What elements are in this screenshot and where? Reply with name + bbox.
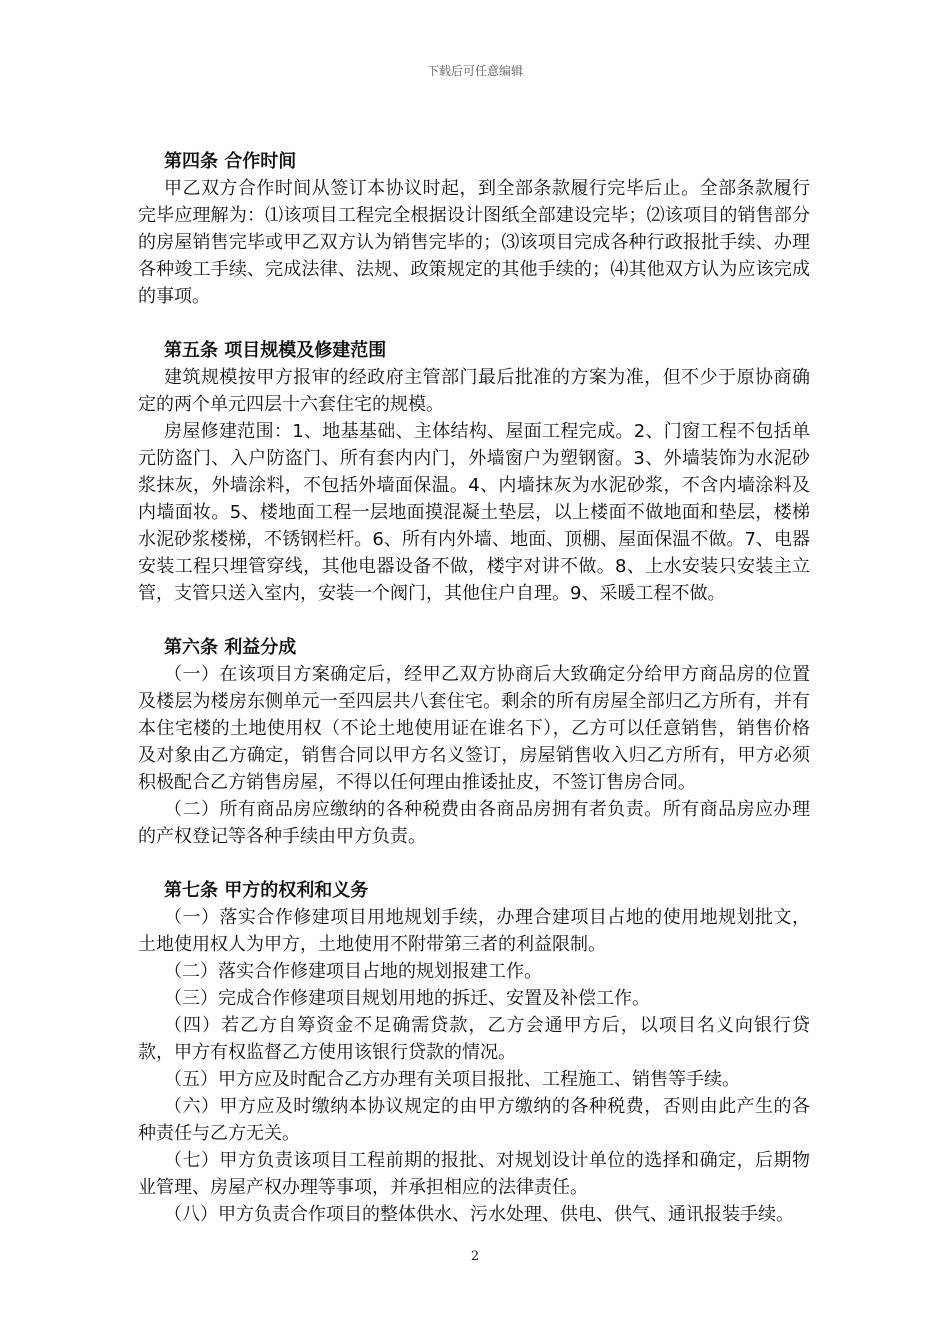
section-article-6 <box>138 634 810 850</box>
paragraph: （八）甲方负责合作项目的整体供水、污水处理、供电、供气、通讯报装手续。 <box>164 1204 794 1225</box>
paragraph: 房屋修建范围：1、地基基础、主体结构、屋面工程完成。2、门窗工程不包括单元防盗门、入户防盗门、所有套内内门，外墙窗户为塑钢窗。3、外墙装饰为水泥砂浆抹灰，外墙涂料，不包括外墙面保温。4、内墙抹灰为水泥砂浆，不含内墙涂料及内墙面妆。5、楼地面工程一层地面摸混凝土垫层，以上楼面不做地面和垫层，楼梯水泥砂浆楼梯，不锈钢栏杆。6、所有内外墙、地面、顶棚、屋面保温不做。7、电器安装工程只埋管穿线，其他电器设备不做，楼宇对讲不做。8、上水安装只安装主立管，支管只送入室内，安装一个阀门，其他住户自理。9、采暖工程不做。 <box>138 421 810 604</box>
paragraph: （三）完成合作修建项目规划用地的拆迁、安置及补偿工作。 <box>164 988 650 1009</box>
section-article-5 <box>138 337 810 607</box>
section-heading: 第五条 项目规模及修建范围 <box>164 340 387 361</box>
page-number: 2 <box>470 1249 480 1264</box>
section-heading: 第六条 利益分成 <box>164 637 297 658</box>
page-header: 下载后可任意编辑 <box>426 64 523 78</box>
paragraph: （一）落实合作修建项目用地规划手续，办理合建项目占地的使用地规划批文，土地使用权人为甲方，土地使用不附带第三者的利益限制。 <box>138 907 810 955</box>
paragraph: （一）在该项目方案确定后，经甲乙双方协商后大致确定分给甲方商品房的位置及楼层为楼房东侧单元一至四层共八套住宅。剩余的所有房屋全部归乙方所有，并有本住宅楼的土地使用权（不论土地使用证在谁名下），乙方可以任意销售，销售价格及对象由乙方确定，销售合同以甲方名义签订，房屋销售收入归乙方所有，甲方必须积极配合乙方销售房屋，不得以任何理由推诿扯皮，不签订售房合同。 <box>138 664 810 793</box>
section-article-7 <box>138 877 810 1228</box>
paragraph: （四）若乙方自筹资金不足确需贷款，乙方会通甲方后，以项目名义向银行贷款，甲方有权监督乙方使用该银行贷款的情况。 <box>138 1015 810 1063</box>
paragraph: （二）所有商品房应缴纳的各种税费由各商品房拥有者负责。所有商品房应办理的产权登记等各种手续由甲方负责。 <box>138 799 810 847</box>
section-article-4 <box>138 148 810 310</box>
section-heading: 第四条 合作时间 <box>164 151 297 172</box>
paragraph: （六）甲方应及时缴纳本协议规定的由甲方缴纳的各种税费，否则由此产生的各种责任与乙方无关。 <box>138 1096 810 1144</box>
document-body <box>138 148 810 1255</box>
section-heading: 第七条 甲方的权利和义务 <box>164 880 369 901</box>
paragraph: （二）落实合作修建项目占地的规划报建工作。 <box>164 961 542 982</box>
paragraph: （七）甲方负责该项目工程前期的报批、对规划设计单位的选择和确定，后期物业管理、房屋产权办理等事项，并承担相应的法律责任。 <box>138 1150 810 1198</box>
paragraph: （五）甲方应及时配合乙方办理有关项目报批、工程施工、销售等手续。 <box>164 1069 740 1090</box>
paragraph: 建筑规模按甲方报审的经政府主管部门最后批准的方案为准，但不少于原协商确定的两个单元四层十六套住宅的规模。 <box>138 367 810 415</box>
paragraph: 甲乙双方合作时间从签订本协议时起，到全部条款履行完毕后止。全部条款履行完毕应理解为：⑴该项目工程完全根据设计图纸全部建设完毕；⑵该项目的销售部分的房屋销售完毕或甲乙双方认为销售完毕的；⑶该项目完成各种行政报批手续、办理各种竣工手续、完成法律、法规、政策规定的其他手续的；⑷其他双方认为应该完成的事项。 <box>138 178 810 307</box>
